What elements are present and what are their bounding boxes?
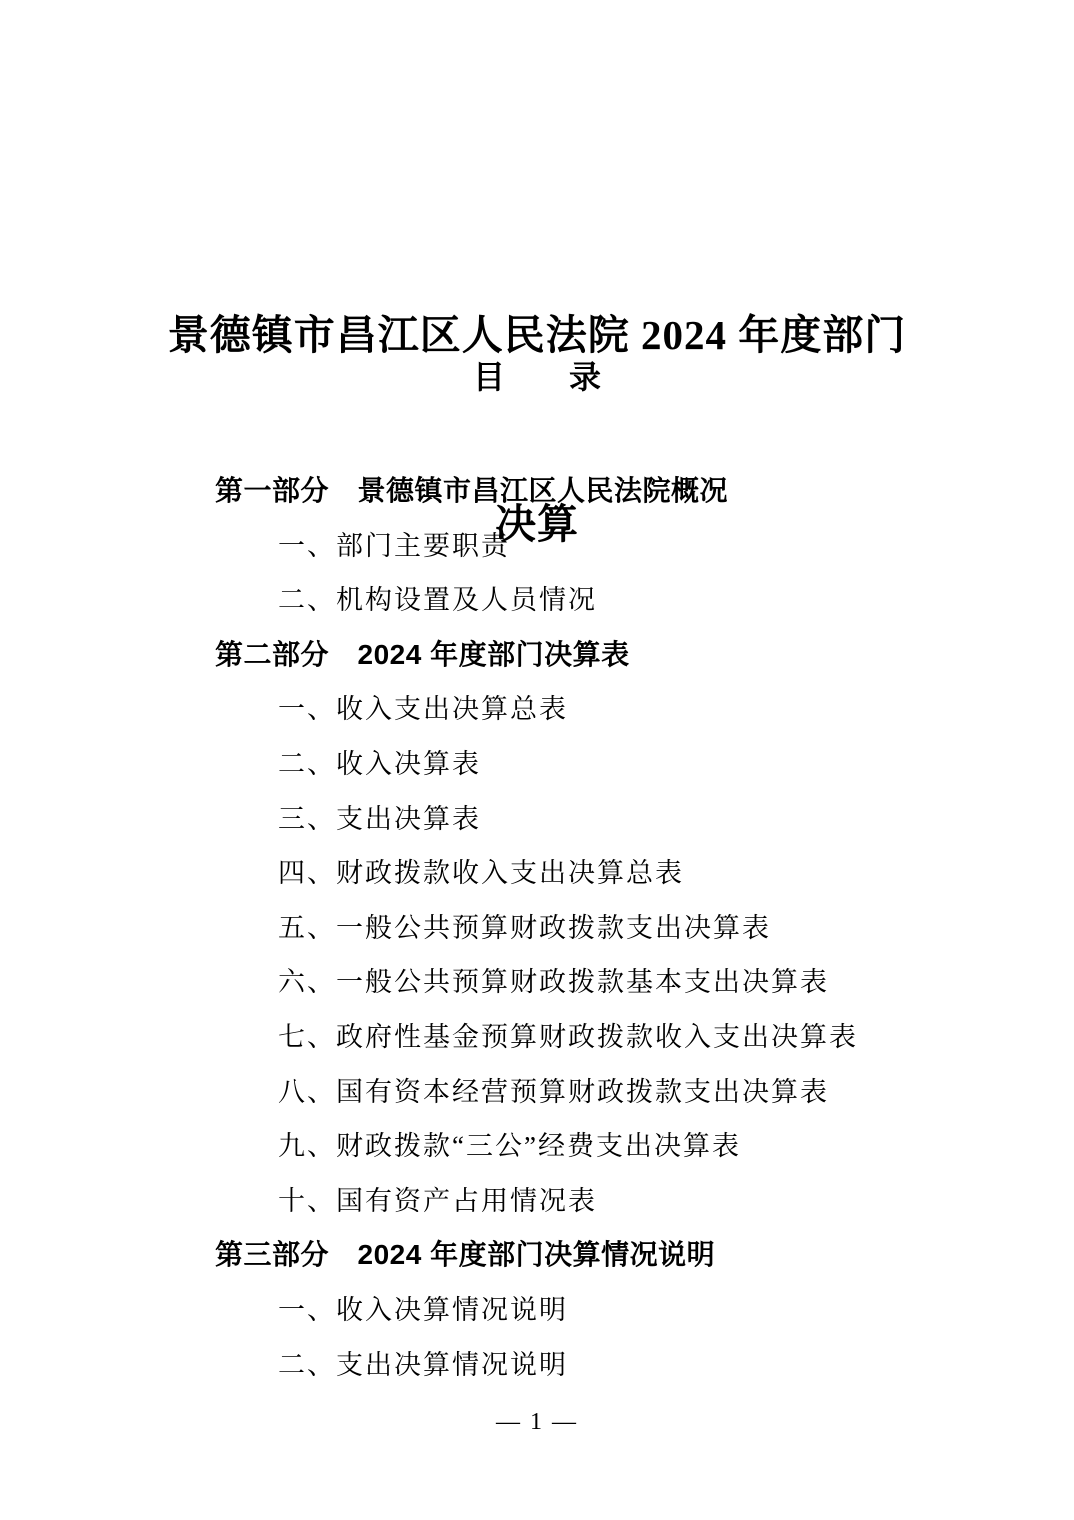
toc-heading-part3: 第三部分 2024 年度部门决算情况说明 bbox=[215, 1239, 716, 1271]
toc-item: 四、财政拨款收入支出决算总表 bbox=[278, 858, 684, 889]
toc-item: 一、收入决算情况说明 bbox=[278, 1294, 568, 1325]
toc-list bbox=[0, 464, 1074, 1392]
toc-heading-part2: 第二部分 2024 年度部门决算表 bbox=[215, 638, 630, 670]
toc-item: 一、收入支出决算总表 bbox=[278, 694, 568, 725]
toc-title: 目 录 bbox=[472, 359, 601, 395]
toc-item: 二、机构设置及人员情况 bbox=[278, 585, 597, 616]
page-number: — 1 — bbox=[496, 1409, 578, 1435]
toc-item: 八、国有资本经营预算财政拨款支出决算表 bbox=[278, 1076, 829, 1107]
toc-item: 七、政府性基金预算财政拨款收入支出决算表 bbox=[278, 1021, 858, 1052]
toc-item: 二、支出决算情况说明 bbox=[278, 1349, 568, 1380]
toc-item: 十、国有资产占用情况表 bbox=[278, 1185, 597, 1216]
document-title-line2: 决算 bbox=[495, 501, 579, 547]
toc-item: 六、一般公共预算财政拨款基本支出决算表 bbox=[278, 967, 829, 998]
toc-item: 一、部门主要职责 bbox=[278, 530, 510, 561]
toc-item: 二、收入决算表 bbox=[278, 748, 481, 779]
document-title-line1: 景德镇市昌江区人民法院 2024 年度部门 bbox=[167, 312, 907, 358]
toc-heading-part1: 第一部分 景德镇市昌江区人民法院概况 bbox=[215, 475, 729, 506]
toc-item: 九、财政拨款“三公”经费支出决算表 bbox=[278, 1131, 741, 1162]
toc-item: 三、支出决算表 bbox=[278, 803, 481, 834]
toc-item: 五、一般公共预算财政拨款支出决算表 bbox=[278, 912, 771, 943]
